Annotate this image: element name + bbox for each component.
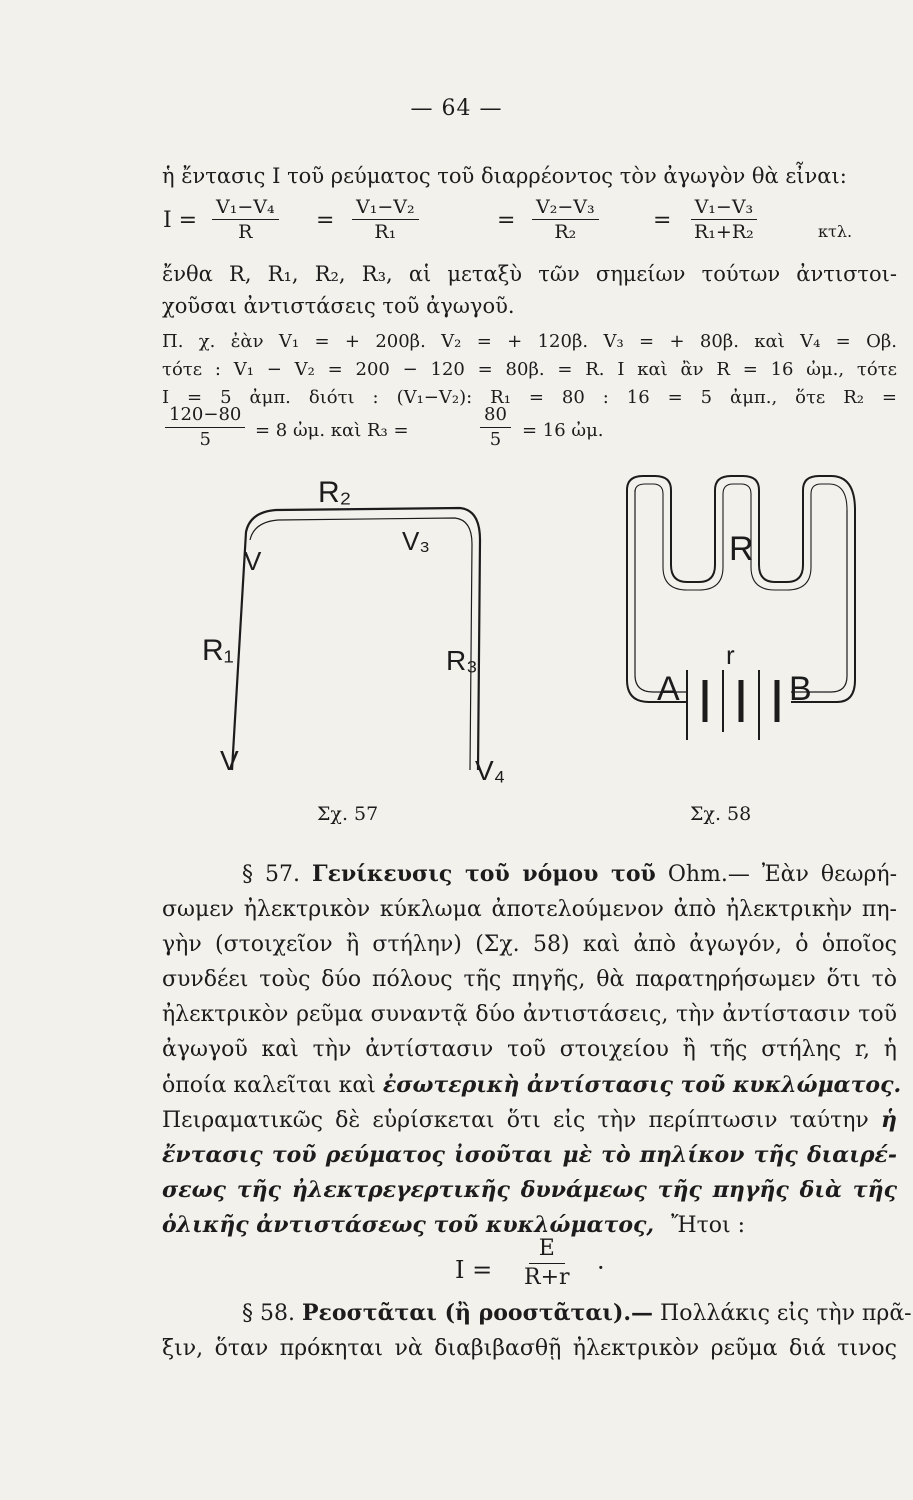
label-V4: V₄: [475, 755, 506, 786]
law-statement-line-1: ἔντασις τοῦ ρεύματος ἰσοῦται μὲ τὸ πηλίκον τῆς διαιρέ-: [162, 1142, 897, 1168]
label-A: A: [657, 670, 680, 708]
figure-58-circuit: [605, 470, 865, 770]
outer-wire-inner: [635, 490, 847, 692]
label-r: r: [726, 640, 735, 670]
equals-2: =: [497, 208, 516, 233]
label-R3: R₃: [446, 645, 478, 676]
label-B: B: [789, 670, 812, 708]
internal-resistance-term: ἐσωτερικὴ ἀντίστασις τοῦ κυκλώματος.: [382, 1072, 902, 1098]
text-line-4: χοῦσαι ἀντιστάσεις τοῦ ἀγωγοῦ.: [162, 294, 515, 318]
section-58-heading-line: § 58. Ρεοστᾶται (ἢ ροοστᾶται).— Πολλάκις εἰς τὴν πρᾶ-: [242, 1300, 912, 1326]
equals-3: =: [653, 208, 672, 233]
result-text-1: = 8 ὠμ. καὶ R₃ =: [255, 420, 409, 441]
text-line-3: ἔνθα R, R₁, R₂, R₃, αἱ μεταξὺ τῶν σημείων τούτων ἀντιστοι-: [162, 262, 897, 286]
text-line-6: τότε : V₁ − V₂ = 200 − 120 = 80β. = R. I καὶ ἂν R = 16 ὠμ., τότε: [162, 359, 897, 380]
section-58-title: Ρεοστᾶται (ἢ ροοστᾶται).—: [301, 1300, 654, 1326]
section-57-line-6: ὁποία καλεῖται καὶ ἐσωτερικὴ ἀντίστασις τοῦ κυκλώματος.: [162, 1072, 902, 1098]
section-57-first-words: Ἐὰν θεωρή-: [761, 862, 898, 887]
conductor-wire: [232, 508, 480, 770]
label-R1: R₁: [202, 634, 234, 667]
figure-57-conductor: [190, 470, 510, 810]
text-line-7: I = 5 ἀμπ. διότι : (V₁−V₂): R₁ = 80 : 16 = 5 ἀμπ., ὅτε R₂ =: [162, 387, 897, 408]
section-57-line-4: ἠλεκτρικὸν ρεῦμα συναντᾷ δύο ἀντιστάσεις, τὴν ἀντίστασιν τοῦ: [162, 1002, 897, 1027]
ktl-abbrev: κτλ.: [818, 222, 853, 241]
section-58-number: § 58.: [242, 1301, 295, 1326]
fraction-3: $\frac{\text{V₂−V₃}}{\text{R₂}}$: [532, 196, 599, 243]
intro-line: ἡ ἔντασις I τοῦ ρεύματος τοῦ διαρρέοντος τὸν ἀγωγὸν θὰ εἶναι:: [162, 164, 847, 188]
section-57-line-3: συνδέει τοὺς δύο πόλους τῆς πηγῆς, θὰ παρατηρήσωμεν ὅτι τὸ: [162, 967, 897, 992]
label-R: R: [729, 530, 754, 568]
result-text-2: = 16 ὠμ.: [522, 420, 604, 441]
fraction-1: $\frac{\text{V₁−V₄}}{R}$: [212, 196, 279, 243]
section-57-ohm: Ohm.—: [667, 862, 750, 887]
section-57-number: § 57.: [242, 862, 300, 887]
section-58-line-1: ξιν, ὅταν πρόκηται νὰ διαβιβασθῇ ἠλεκτρικὸν ρεῦμα διά τινος: [162, 1336, 897, 1361]
label-V2: V: [244, 546, 262, 576]
section-57-line-1: σωμεν ἠλεκτρικὸν κύκλωμα ἀποτελούμενον ἀπὸ ἠλεκτρικὴν πη-: [162, 897, 897, 922]
conductor-wire-inner: [250, 518, 472, 770]
law-statement-line-3: ὁλικῆς ἀντιστάσεως τοῦ κυκλώματος, Ἤτοι :: [162, 1212, 746, 1238]
label-R2: R₂: [318, 476, 352, 509]
fraction-4: $\frac{\text{V₁−V₃}}{\text{R₁+R₂}}$: [690, 196, 758, 243]
fraction-2: $\frac{\text{V₁−V₂}}{\text{R₁}}$: [352, 196, 419, 243]
section-57-heading-line: [162, 858, 897, 891]
fraction-120-80: $\frac{120-80}{5}$: [165, 404, 245, 451]
section-57-title: Γενίκευσις τοῦ νόμου τοῦ: [312, 861, 656, 887]
figure-57-caption: Σχ. 57: [317, 803, 379, 825]
figure-58-caption: Σχ. 58: [690, 803, 752, 825]
section-57-line-5: ἀγωγοῦ καὶ τὴν ἀντίστασιν τοῦ στοιχείου ἢ τῆς στήλης r, ἡ: [162, 1037, 897, 1062]
text-line-5: Π. χ. ἐὰν V₁ = + 200β. V₂ = + 120β. V₃ = + 80β. καὶ V₄ = Oβ.: [162, 331, 897, 352]
equals-1: =: [316, 208, 335, 233]
page-number: — 64 —: [410, 96, 503, 121]
fraction-80-5: $\frac{80}{5}$: [480, 404, 511, 451]
section-57-line-2: γὴν (στοιχεῖον ἢ στήλην) (Σχ. 58) καὶ ἀπὸ ἀγωγόν, ὁ ὁποῖος: [162, 932, 897, 957]
section-57-line-7: Πειραματικῶς δὲ εὑρίσκεται ὅτι εἰς τὴν περίπτωσιν ταύτην ἡ: [162, 1107, 897, 1133]
label-V1: V: [220, 745, 239, 776]
formula-I: I =: [163, 208, 198, 233]
book-page: — 64 — ἡ ἔντασις I τοῦ ρεύματος τοῦ διαρρέοντος τὸν ἀγωγὸν θὰ εἶναι: I = $\frac{\text{V₁−V₄}}{R}$ = $\frac{\text{V₁−V₂}}{\text{R₁}}$ = $\frac{\text{V₂−V₃}}{\text{R₂}}$ = $\frac{\text{V₁−V₃}}{\text{R₁+R₂}}$ κτλ. ἔνθα R, R₁, R₂, R₃, αἱ μεταξὺ τῶν σημείων τούτων ἀντιστοι- χοῦσαι ἀντιστάσεις τοῦ ἀγωγοῦ. Π. χ. ἐὰν V₁ = + 200β. V₂ = + 120β. V₃ = + 80β. καὶ V₄ = Oβ. τότε : V₁ − V₂ = 200 − 120 = 80β. = R. I καὶ ἂν R = 16 ὠμ., τότε I = 5 ἀμπ. διότι : (V₁−V₂): R₁ = 80 : 16 = 5 ἀμπ., ὅτε R₂ = $\frac{120-80}{5}$ = 8 ὠμ. καὶ R₃ = $\frac{80}{5}$ = 16 ὠμ. R₂ V V₃ R₁ R₃ V V₄ Σχ. 57 R r A B Σχ. 58 § 57. Γενίκευσις τοῦ νόμου τοῦ Ohm.— Ἐὰν θεωρή- σωμεν ἠλεκτρικὸν κύκλωμα ἀποτελούμενον ἀπὸ ἠλεκτρικὴν πη- γὴν (στοιχεῖον ἢ στήλην) (Σχ. 58) καὶ ἀπὸ ἀγωγόν, ὁ ὁποῖος συνδέει τοὺς δύο πόλους τῆς πηγῆς, θὰ παρατηρήσωμεν ὅτι τὸ ἠλεκτρικὸν ρεῦμα συναντᾷ δύο ἀντιστάσεις, τὴν ἀντίστασιν τοῦ ἀγωγοῦ καὶ τὴν ἀντίστασιν τοῦ στοιχείου ἢ τῆς στήλης r, ἡ ὁποία καλεῖται καὶ ἐσωτερικὴ ἀντίστασις τοῦ κυκλώματος. Πειραματικῶς δὲ εὑρίσκεται ὅτι εἰς τὴν περίπτωσιν ταύτην ἡ ἔντασις τοῦ ρεύματος ἰσοῦται μὲ τὸ πηλίκον τῆς διαιρέ- σεως τῆς ἠλεκτρεγερτικῆς δυνάμεως τῆς πηγῆς διὰ τῆς ὁλικῆς ἀντιστάσεως τοῦ κυκλώματος, Ἤτοι : I = $\frac{E}{R+r}$ · § 58. Ρεοστᾶται (ἢ ροοστᾶται).— Πολλάκις εἰς τὴν πρᾶ- ξιν, ὅταν πρόκηται νὰ διαβιβασθῇ ἠλεκτρικὸν ρεῦμα διά τινος: [0, 0, 913, 1500]
label-V3: V₃: [402, 526, 430, 556]
law-statement-line-2: σεως τῆς ἠλεκτρεγερτικῆς δυνάμεως τῆς πηγῆς διὰ τῆς: [162, 1177, 897, 1203]
